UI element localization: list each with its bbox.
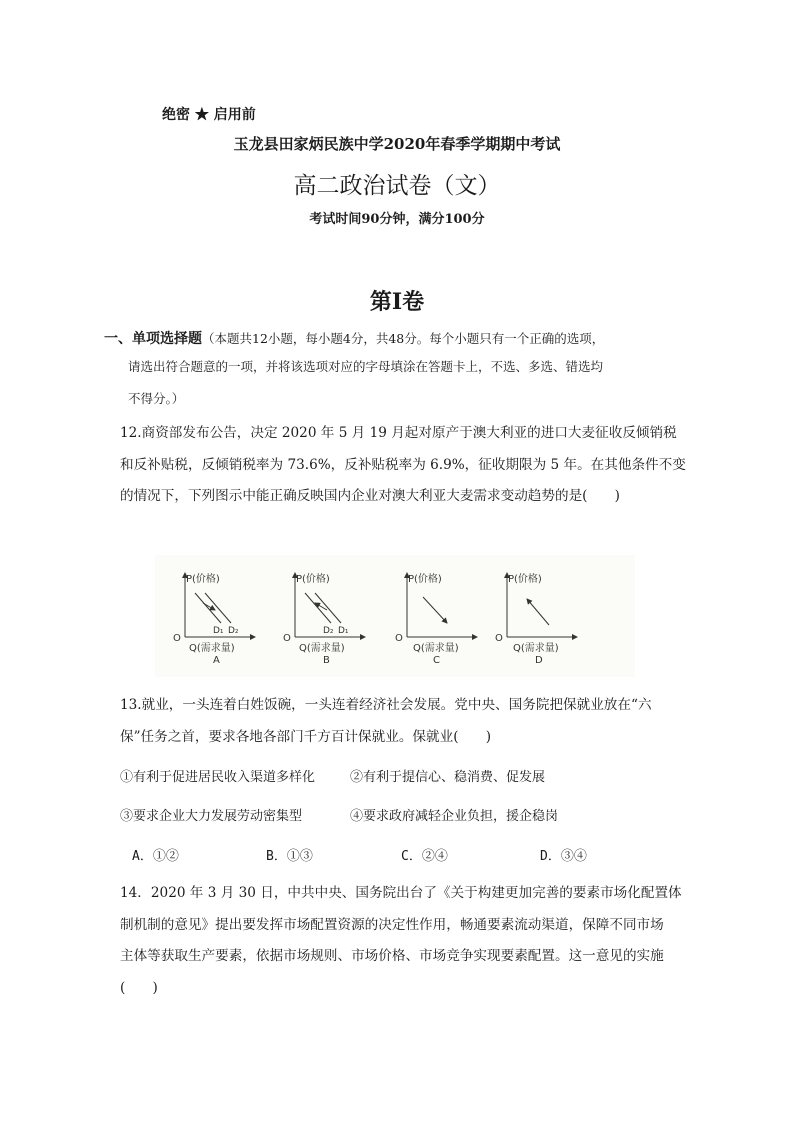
graph-b-p-label: P(价格) (296, 574, 330, 585)
graph-b-label: B (323, 655, 330, 666)
q12-demand-graphs (155, 555, 635, 677)
q13-option-a[interactable]: A．①② (132, 849, 179, 864)
q13-choice-4: ④要求政府减轻企业负担，援企稳岗 (350, 809, 559, 824)
q14-line-2: 制机制的意见》提出要发挥市场配置资源的决定性作用，畅通要素流动渠道，保障不同市场 (120, 917, 664, 933)
graph-a-origin: O (173, 633, 181, 644)
graph-d-label: D (535, 655, 543, 666)
confidential-mark: 绝密 ★ 启用前 (162, 107, 256, 123)
graph-c-q-label: Q(需求量) (413, 643, 459, 654)
graph-a-q-label: Q(需求量) (189, 643, 235, 654)
q14-line-3: 主体等获取生产要素，依据市场规则、市场价格、市场竞争实现要素配置。这一意见的实施 (120, 948, 664, 964)
section-heading (104, 328, 604, 348)
section-instructions-3: 不得分。） (128, 391, 185, 406)
graph-a-p-label: P(价格) (186, 574, 220, 585)
graph-a-d2: D₂ (228, 626, 239, 636)
q12-line-2: 和反补贴税，反倾销税率为 73.6%，反补贴税率为 6.9%，征收期限为 5 年。在其他条件不变 (120, 457, 686, 473)
graph-b-q-label: Q(需求量) (299, 643, 345, 654)
q14-line-4: ( ) (120, 980, 158, 996)
graph-c-label: C (433, 655, 440, 666)
paper-title: 高二政治试卷（文） (293, 173, 501, 199)
graph-d-origin: O (495, 633, 503, 644)
graph-b-d1: D₁ (338, 626, 349, 636)
q13-option-b[interactable]: B．①③ (266, 849, 313, 864)
q13-option-c[interactable]: C．②④ (401, 849, 448, 864)
q13-choice-2: ②有利于提信心、稳消费、促发展 (350, 770, 546, 785)
exam-school-title: 玉龙县田家炳民族中学2020年春季学期期中考试 (233, 135, 561, 153)
section-instructions-2: 请选出符合题意的一项，并将该选项对应的字母填涂在答题卡上，不选、多选、错选均 (128, 359, 604, 374)
graph-a-d1: D₁ (213, 626, 224, 636)
q13-line-1: 13.就业，一头连着白姓饭碗，一头连着经济社会发展。党中央、国务院把保就业放在“六 (120, 697, 652, 713)
section-heading-title: 一、单项选择题 (104, 331, 202, 347)
q13-choice-1: ①有利于促进居民收入渠道多样化 (120, 770, 316, 785)
q12-line-3: 的情况下，下列图示中能正确反映国内企业对澳大利亚大麦需求变动趋势的是( ) (120, 488, 620, 504)
graph-c-origin: O (395, 633, 403, 644)
q14-line-1: 14．2020 年 3 月 30 日，中共中央、国务院出台了《关于构建更加完善的要素市场化配置体 (120, 885, 682, 901)
q12-line-1: 12.商资部发布公告，决定 2020 年 5 月 19 月起对原产于澳大利亚的进口大麦征收反倾销税 (120, 425, 677, 441)
q13-line-2: 保”任务之首，要求各地各部门千方百计保就业。保就业( ) (120, 729, 491, 745)
graph-d-q-label: Q(需求量) (513, 643, 559, 654)
graph-c-p-label: P(价格) (408, 574, 442, 585)
q13-choice-3: ③要求企业大力发展劳动密集型 (120, 809, 303, 824)
section-instructions-1: （本题共12小题，每小题4分，共48分。每个小题只有一个正确的选项， (202, 331, 605, 346)
graph-a-label: A (213, 655, 220, 666)
exam-time-note: 考试时间90分钟，满分100分 (309, 212, 485, 227)
q13-option-d[interactable]: D．③④ (540, 849, 587, 864)
graph-b-d2: D₂ (323, 626, 334, 636)
graph-b-origin: O (283, 633, 291, 644)
volume-heading: 第Ⅰ卷 (369, 289, 425, 315)
graph-d-p-label: P(价格) (508, 574, 542, 585)
